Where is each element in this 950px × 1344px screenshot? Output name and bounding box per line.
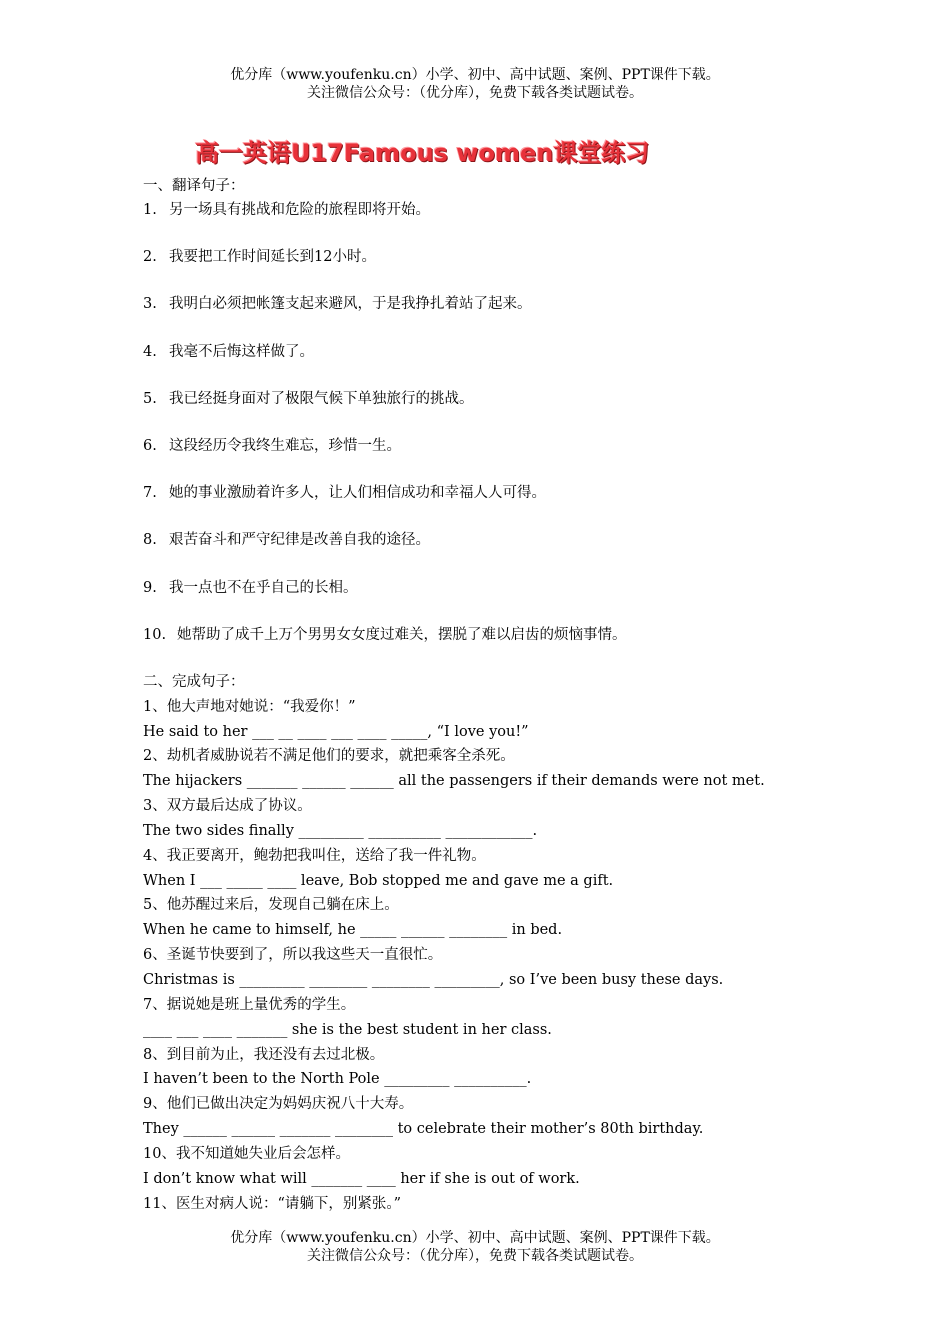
completion-sentence-en: They ______ ______ _______ ________ to celebrate their mother’s 80th birthday. [143,1121,704,1138]
footer-line-2: 关注微信公众号：（优分库），免费下载各类试题试卷。 [307,1248,643,1264]
completion-prompt-cn: 9、他们已做出决定为妈妈庆祝八十大寿。 [143,1096,414,1113]
completion-sentence-en: Christmas is _________ ________ ________ _________, so I’ve been busy these days. [143,972,724,988]
page-footer [0,1229,950,1265]
completion-sentence-en: He said to her ___ __ ____ ___ ____ _____, “I love you!” [143,723,529,740]
page-header [0,66,950,102]
translation-item [143,576,843,623]
item-text: 艰苦奋斗和严守纪律是改善自我的途径。 [169,532,430,549]
completion-prompt-cn: 7、据说她是班上量优秀的学生。 [143,996,356,1013]
item-number: 7. [143,485,157,502]
completion-sentence-en: I don’t know what will _______ ____ her if she is out of work. [143,1170,580,1187]
completion-sentence-en: The hijackers _______ ______ ______ all the passengers if their demands were not met. [143,773,765,790]
item-text: 我要把工作时间延长到12小时。 [169,249,376,266]
completion-sentence-en: When he came to himself, he _____ ______ ________ in bed. [143,922,563,939]
completion-sentence-en: The two sides finally _________ __________ ____________. [143,822,538,839]
item-text: 我明白必须把帐篷支起来避风，于是我挣扎着站了起来。 [169,296,532,313]
translation-item [143,481,843,528]
item-number: 4. [143,343,157,360]
item-number: 9. [143,579,157,596]
completion-sentence-en: When I ___ _____ ____ leave, Bob stopped me and gave me a gift. [143,872,614,889]
section2-heading: 二、完成句子： [143,673,245,690]
completion-prompt-cn: 8、到目前为止，我还没有去过北极。 [143,1046,385,1063]
completion-prompt-cn: 2、劫机者威胁说若不满足他们的要求，就把乘客全杀死。 [143,748,515,765]
completion-prompt-cn: 10、我不知道她失业后会怎样。 [143,1145,350,1162]
item-text: 我毫不后悔这样做了。 [169,343,314,360]
item-number: 8. [143,532,157,549]
footer-line-1: 优分库（www.youfenku.cn）小学、初中、高中试题、案例、PPT课件下载。 [230,1230,720,1246]
item-number: 6. [143,437,157,454]
translation-item [143,340,843,387]
completion-sentence-en: I haven’t been to the North Pole _________ __________. [143,1071,532,1088]
translation-item [143,292,843,339]
completion-prompt-cn: 3、双方最后达成了协议。 [143,798,312,815]
completion-prompt-cn: 1、他大声地对她说：“我爱你！” [143,698,356,715]
item-text: 这段经历令我终生难忘，珍惜一生。 [169,437,401,454]
translation-item [143,387,843,434]
completion-prompt-cn: 4、我正要离开，鲍勃把我叫住，送给了我一件礼物。 [143,847,486,864]
item-text: 她帮助了成千上万个男男女女度过难关，摆脱了难以启齿的烦恼事情。 [177,626,627,643]
item-text: 我一点也不在乎自己的长相。 [169,579,358,596]
translation-list [143,198,843,670]
translation-item [143,528,843,575]
completion-sentence-en: ____ ___ ____ _______ she is the best student in her class. [143,1021,552,1038]
item-text: 她的事业激励着许多人，让人们相信成功和幸福人人可得。 [169,485,546,502]
document-body [143,174,843,1216]
item-number: 10. [143,626,167,643]
section1-heading: 一、翻译句子： [143,178,245,194]
translation-item [143,434,843,481]
item-text: 我已经挺身面对了极限气候下单独旅行的挑战。 [169,390,474,407]
completion-prompt-cn: 6、圣诞节快要到了，所以我这些天一直很忙。 [143,947,443,964]
document-title: 高一英语U17Famous women课堂练习 [195,139,650,167]
completion-prompt-cn: 5、他苏醒过来后，发现自己躺在床上。 [143,897,399,914]
item-number: 3. [143,296,157,313]
translation-item [143,198,843,245]
completion-prompt-cn: 11、医生对病人说：“请躺下，别紧张。” [143,1195,402,1212]
header-line-2: 关注微信公众号：（优分库），免费下载各类试题试卷。 [307,85,643,101]
translation-item [143,245,843,292]
completion-list [143,695,843,1217]
item-number: 5. [143,390,157,407]
item-number: 2. [143,249,157,266]
header-line-1: 优分库（www.youfenku.cn）小学、初中、高中试题、案例、PPT课件下载。 [230,67,720,83]
item-number: 1. [143,202,157,218]
item-text: 另一场具有挑战和危险的旅程即将开始。 [169,202,430,218]
translation-item [143,623,843,670]
